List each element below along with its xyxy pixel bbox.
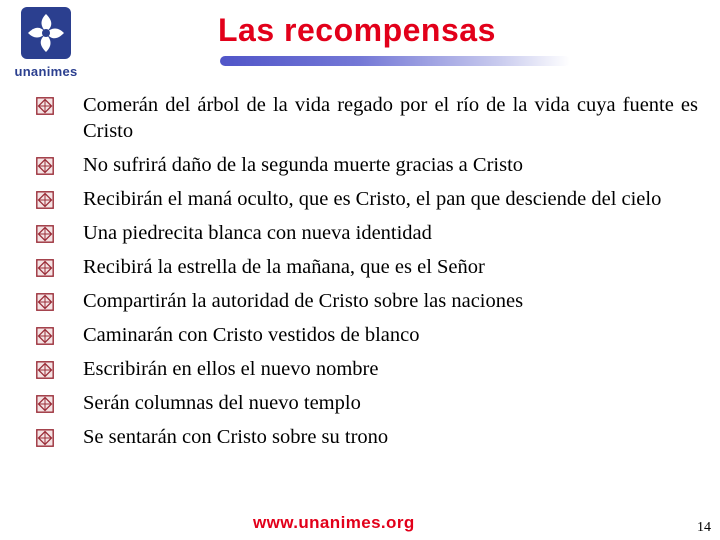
square-diamond-bullet-icon [36, 326, 54, 344]
square-diamond-bullet-icon [36, 96, 54, 114]
list-item-text: Una piedrecita blanca con nueva identidad [83, 222, 432, 244]
list-item-text: Serán columnas del nuevo templo [83, 392, 361, 414]
list-item [36, 186, 698, 212]
logo-wordmark: unanimes [14, 64, 78, 79]
unanimes-logo-icon [20, 6, 72, 65]
list-item [36, 288, 698, 314]
list-item-text: Recibirán el maná oculto, que es Cristo, el pan que desciende del cielo [83, 188, 662, 210]
list-item [36, 152, 698, 178]
list-item-text: Comerán del árbol de la vida regado por el río de la vida cuya fuente es Cristo [83, 94, 698, 142]
list-item-text: Recibirá la estrella de la mañana, que es el Señor [83, 256, 485, 278]
footer-url[interactable]: www.unanimes.org [253, 513, 415, 532]
square-diamond-bullet-icon [36, 394, 54, 412]
list-item-text: Escribirán en ellos el nuevo nombre [83, 358, 379, 380]
list-item [36, 92, 698, 144]
list-item [36, 356, 698, 382]
page-number: 14 [697, 520, 711, 535]
title-underline [220, 56, 570, 66]
list-item [36, 390, 698, 416]
square-diamond-bullet-icon [36, 224, 54, 242]
list-item [36, 424, 698, 450]
square-diamond-bullet-icon [36, 156, 54, 174]
square-diamond-bullet-icon [36, 428, 54, 446]
list-item-text: Compartirán la autoridad de Cristo sobre las naciones [83, 290, 524, 312]
page-title: Las recompensas [218, 12, 496, 48]
square-diamond-bullet-icon [36, 292, 54, 310]
square-diamond-bullet-icon [36, 360, 54, 378]
list-item [36, 254, 698, 280]
list-item [36, 220, 698, 246]
list-item-text: Caminarán con Cristo vestidos de blanco [83, 324, 420, 346]
square-diamond-bullet-icon [36, 190, 54, 208]
logo [8, 6, 84, 82]
list-item-text: Se sentarán con Cristo sobre su trono [83, 426, 389, 448]
list-item [36, 322, 698, 348]
square-diamond-bullet-icon [36, 258, 54, 276]
list-item-text: No sufrirá daño de la segunda muerte gracias a Cristo [83, 154, 524, 176]
rewards-list [36, 92, 698, 458]
